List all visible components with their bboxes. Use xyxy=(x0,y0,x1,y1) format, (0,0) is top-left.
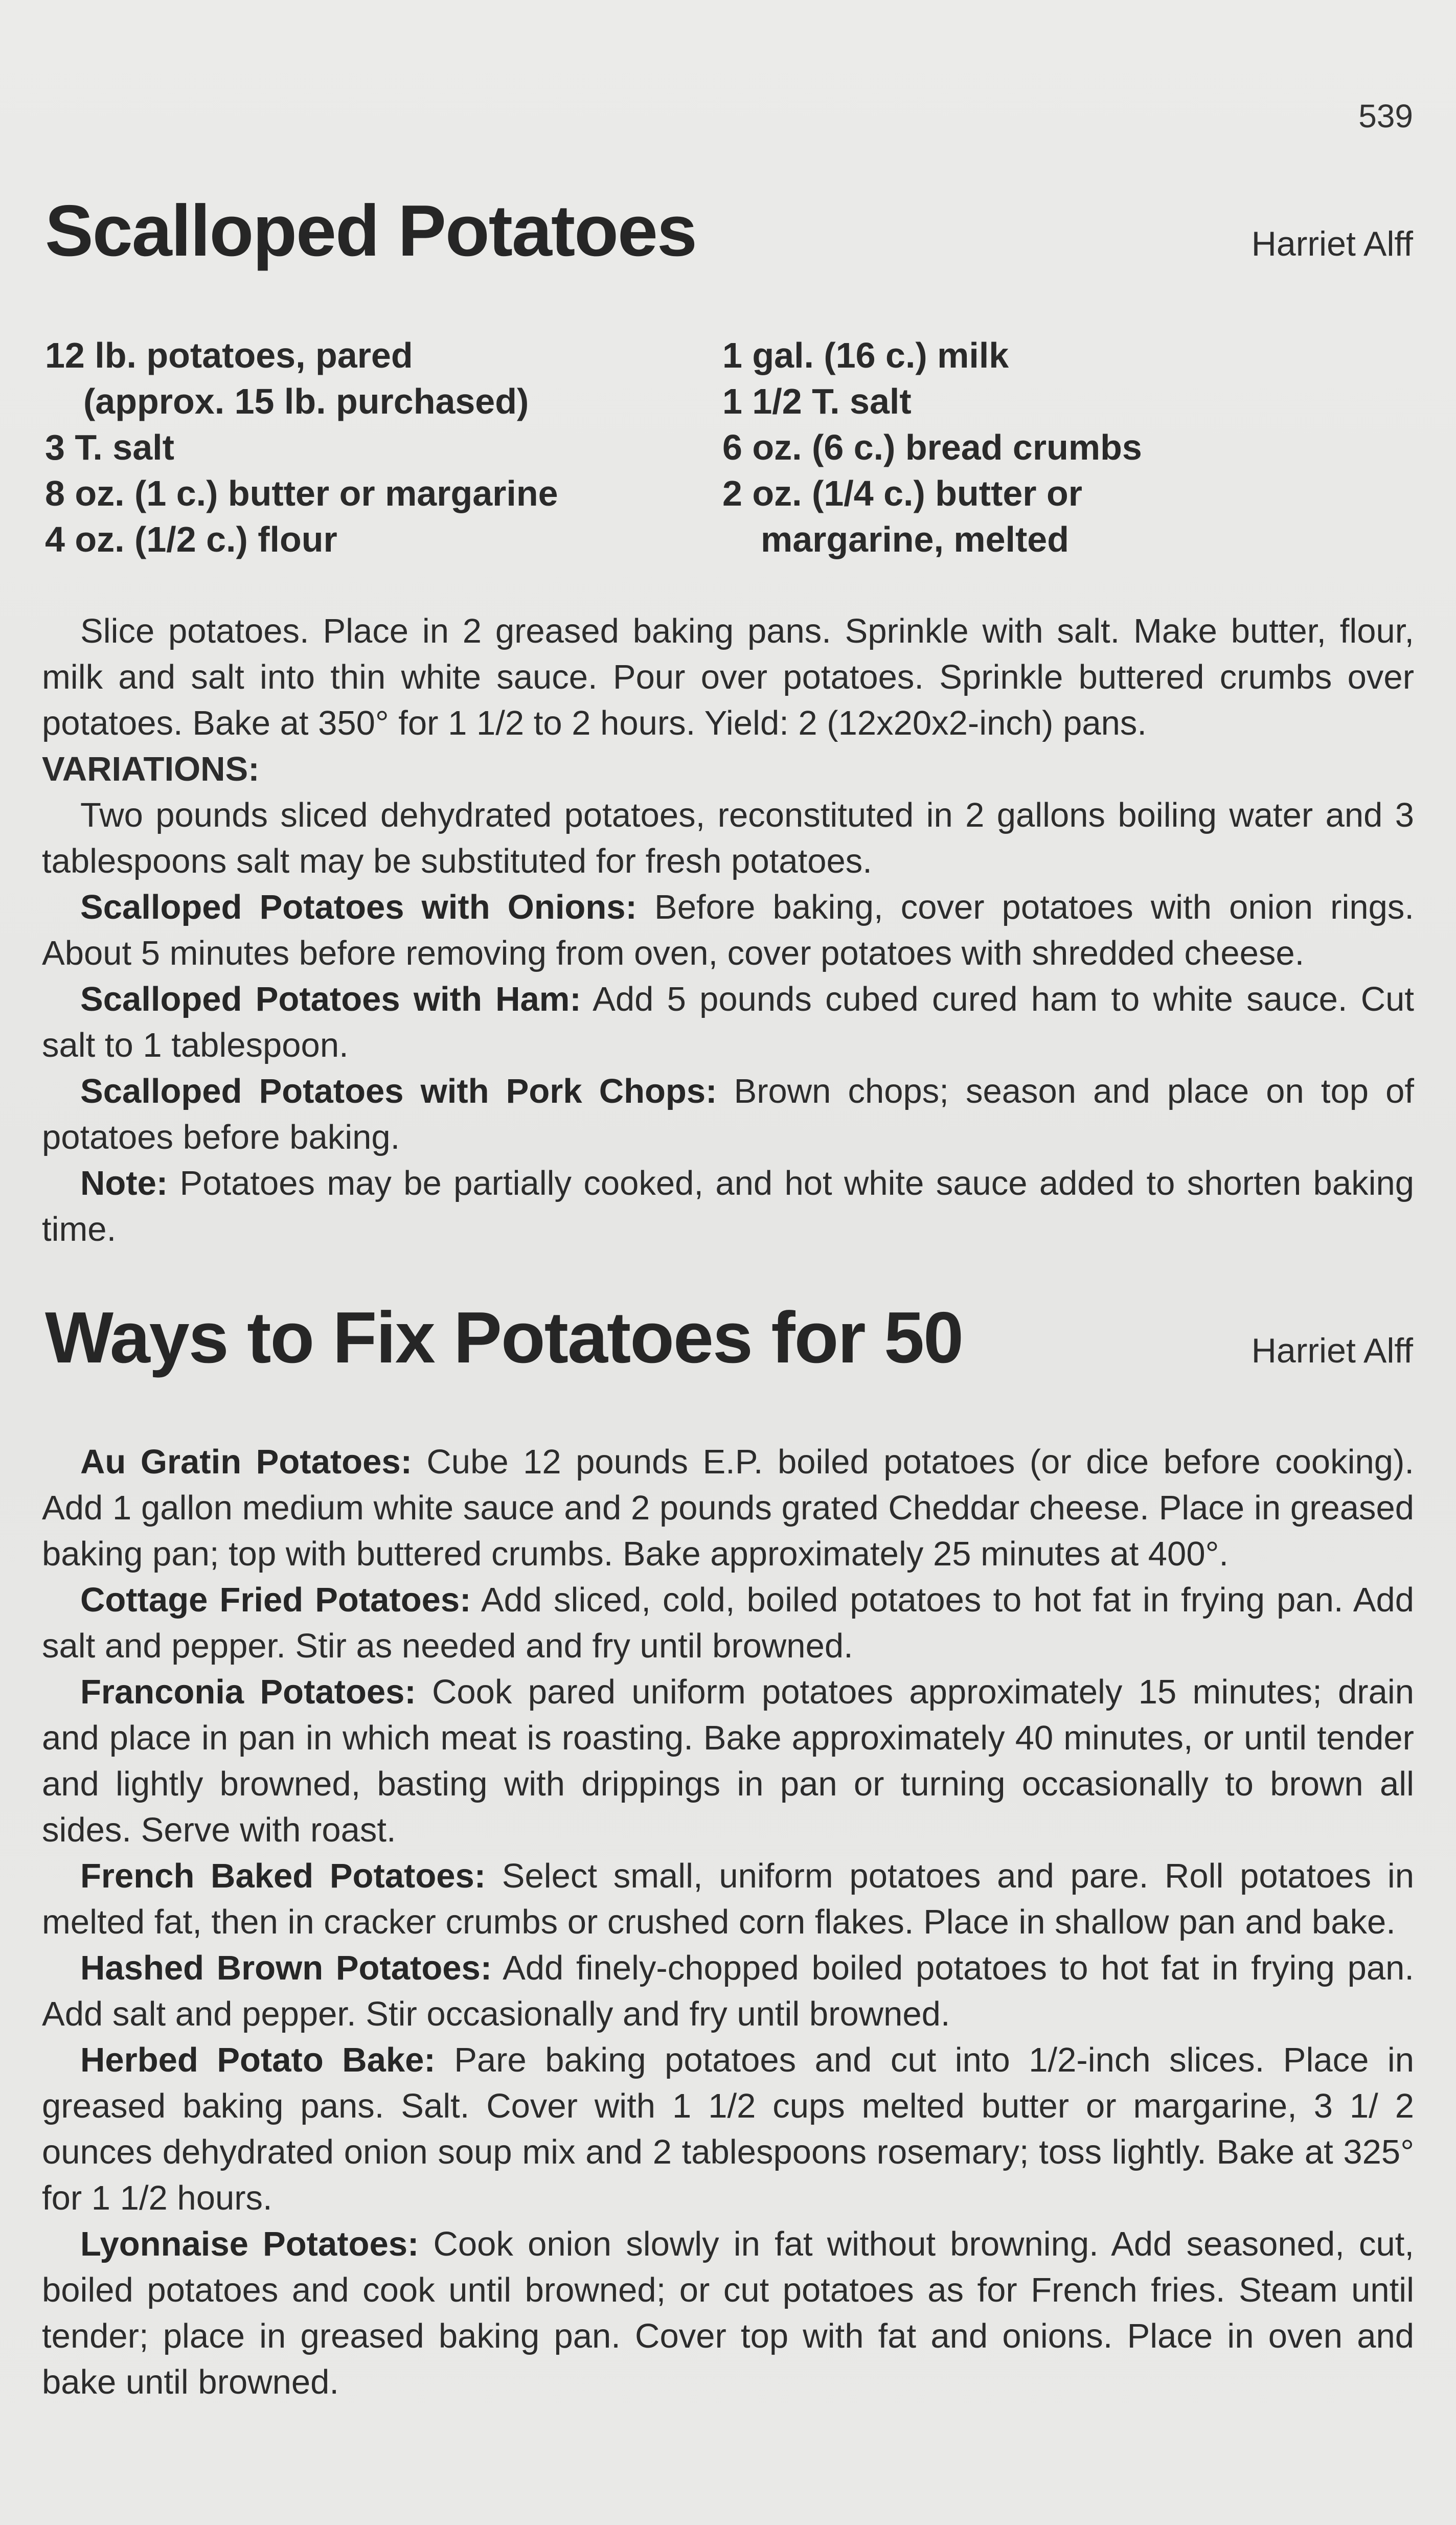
method-text: Add finely-chopped boiled potatoes to hot fat in frying pan. Add salt and pepper. Stir occasionally and fry until browned. xyxy=(42,1949,1414,2033)
recipe-directions-block xyxy=(42,608,1414,1253)
ingredient-line: margarine, melted xyxy=(761,519,1069,559)
method-label: Lyonnaise Potatoes: xyxy=(80,2225,419,2263)
method-paragraph xyxy=(42,1577,1414,1669)
ingredient-line: (approx. 15 lb. purchased) xyxy=(83,381,529,421)
ingredient-line: 3 T. salt xyxy=(45,427,174,467)
ingredient-line: 8 oz. (1 c.) butter or margarine xyxy=(45,473,558,513)
ingredient-line: 6 oz. (6 c.) bread crumbs xyxy=(722,427,1142,467)
variation-paragraph xyxy=(42,976,1414,1068)
ingredient-line: 12 lb. potatoes, pared xyxy=(45,335,413,375)
variation-text: Brown chops; season and place on top of potatoes before baking. xyxy=(42,1072,1414,1156)
method-text: Cube 12 pounds E.P. boiled potatoes (or dice before cooking). Add 1 gallon medium white sauce and 2 pounds grated Cheddar cheese. Place in greased baking pan; top with buttered crumbs. Bake approximately 25 minutes at 400°. xyxy=(42,1443,1414,1573)
ingredient-line: 4 oz. (1/2 c.) flour xyxy=(45,519,337,559)
method-text: Pare baking potatoes and cut into 1/2-inch slices. Place in greased baking pans. Salt. Cover with 1 1/2 cups melted butter or margarine, 3 1/ 2 ounces dehydrated onion soup mix and 2 tablespoons rosemary; toss lightly. Bake at 325° for 1 1/2 hours. xyxy=(42,2041,1414,2217)
method-paragraph xyxy=(42,2037,1414,2221)
ingredient-column-right xyxy=(722,332,1387,562)
variation-label: Scalloped Potatoes with Pork Chops: xyxy=(80,1072,717,1110)
method-text: Cook onion slowly in fat without browning. Add seasoned, cut, boiled potatoes and cook until browned; or cut potatoes as for French fries. Steam until tender; place in greased baking pan. Cover top with fat and onions. Place in oven and bake until browned. xyxy=(42,2225,1414,2401)
method-label: Au Gratin Potatoes: xyxy=(80,1443,412,1481)
ingredient-line: 1 1/2 T. salt xyxy=(722,381,912,421)
method-text: Cook pared uniform potatoes approximately 15 minutes; drain and place in pan in which meat is roasting. Bake approximately 40 minutes, or until tender and lightly browned, basting with drippings in pan or turning occasionally to brown all sides. Serve with roast. xyxy=(42,1673,1414,1849)
method-label: Franconia Potatoes: xyxy=(80,1673,416,1711)
method-text: Add sliced, cold, boiled potatoes to hot fat in frying pan. Add salt and pepper. Stir as needed and fry until browned. xyxy=(42,1581,1414,1665)
recipe-author: Harriet Alff xyxy=(1251,224,1413,263)
variation-text: Before baking, cover potatoes with onion rings. About 5 minutes before removing from oven, cover potatoes with shredded cheese. xyxy=(42,888,1414,972)
method-label: Cottage Fried Potatoes: xyxy=(80,1581,471,1619)
note-text: Potatoes may be partially cooked, and hot white sauce added to shorten baking time. xyxy=(42,1164,1414,1248)
variation-label: Scalloped Potatoes with Ham: xyxy=(80,980,581,1018)
recipe-header-scalloped-potatoes xyxy=(45,189,1413,273)
recipe-title: Scalloped Potatoes xyxy=(45,190,696,271)
ingredient-column-left xyxy=(45,332,722,562)
variations-heading: VARIATIONS: xyxy=(42,750,260,788)
method-paragraph xyxy=(42,1439,1414,1577)
method-label: Hashed Brown Potatoes: xyxy=(80,1949,492,1987)
variations-intro: Two pounds sliced dehydrated potatoes, reconstituted in 2 gallons boiling water and 3 tablespoons salt may be substituted for fresh potatoes. xyxy=(42,796,1414,880)
variation-paragraph xyxy=(42,1068,1414,1161)
note-label: Note: xyxy=(80,1164,168,1202)
method-paragraph xyxy=(42,1945,1414,2037)
recipe-header-ways-to-fix-potatoes xyxy=(45,1296,1413,1380)
method-paragraph xyxy=(42,1669,1414,1853)
recipe-author: Harriet Alff xyxy=(1251,1331,1413,1370)
ingredient-list xyxy=(45,332,1415,562)
method-paragraph xyxy=(42,2221,1414,2405)
ingredient-line: 2 oz. (1/4 c.) butter or xyxy=(722,473,1082,513)
note-paragraph xyxy=(42,1161,1414,1253)
method-label: Herbed Potato Bake: xyxy=(80,2041,436,2079)
variation-text: Add 5 pounds cubed cured ham to white sauce. Cut salt to 1 tablespoon. xyxy=(42,980,1415,1064)
recipe-title: Ways to Fix Potatoes for 50 xyxy=(45,1297,963,1378)
potato-methods-block xyxy=(42,1439,1414,2405)
directions-paragraph: Slice potatoes. Place in 2 greased baking pans. Sprinkle with salt. Make butter, flour, milk and salt into thin white sauce. Pour over potatoes. Sprinkle buttered crumbs over potatoes. Bake at 350° for 1 1/2 to 2 hours. Yield: 2 (12x20x2-inch) pans. xyxy=(42,612,1414,742)
ingredient-line: 1 gal. (16 c.) milk xyxy=(722,335,1009,375)
method-label: French Baked Potatoes: xyxy=(80,1857,486,1895)
method-text: Select small, uniform potatoes and pare. Roll potatoes in melted fat, then in cracker crumbs or crushed corn flakes. Place in shallow pan and bake. xyxy=(42,1857,1414,1941)
page-number: 539 xyxy=(1358,98,1413,134)
variation-paragraph xyxy=(42,884,1414,976)
variation-label: Scalloped Potatoes with Onions: xyxy=(80,888,637,926)
method-paragraph xyxy=(42,1853,1414,1945)
